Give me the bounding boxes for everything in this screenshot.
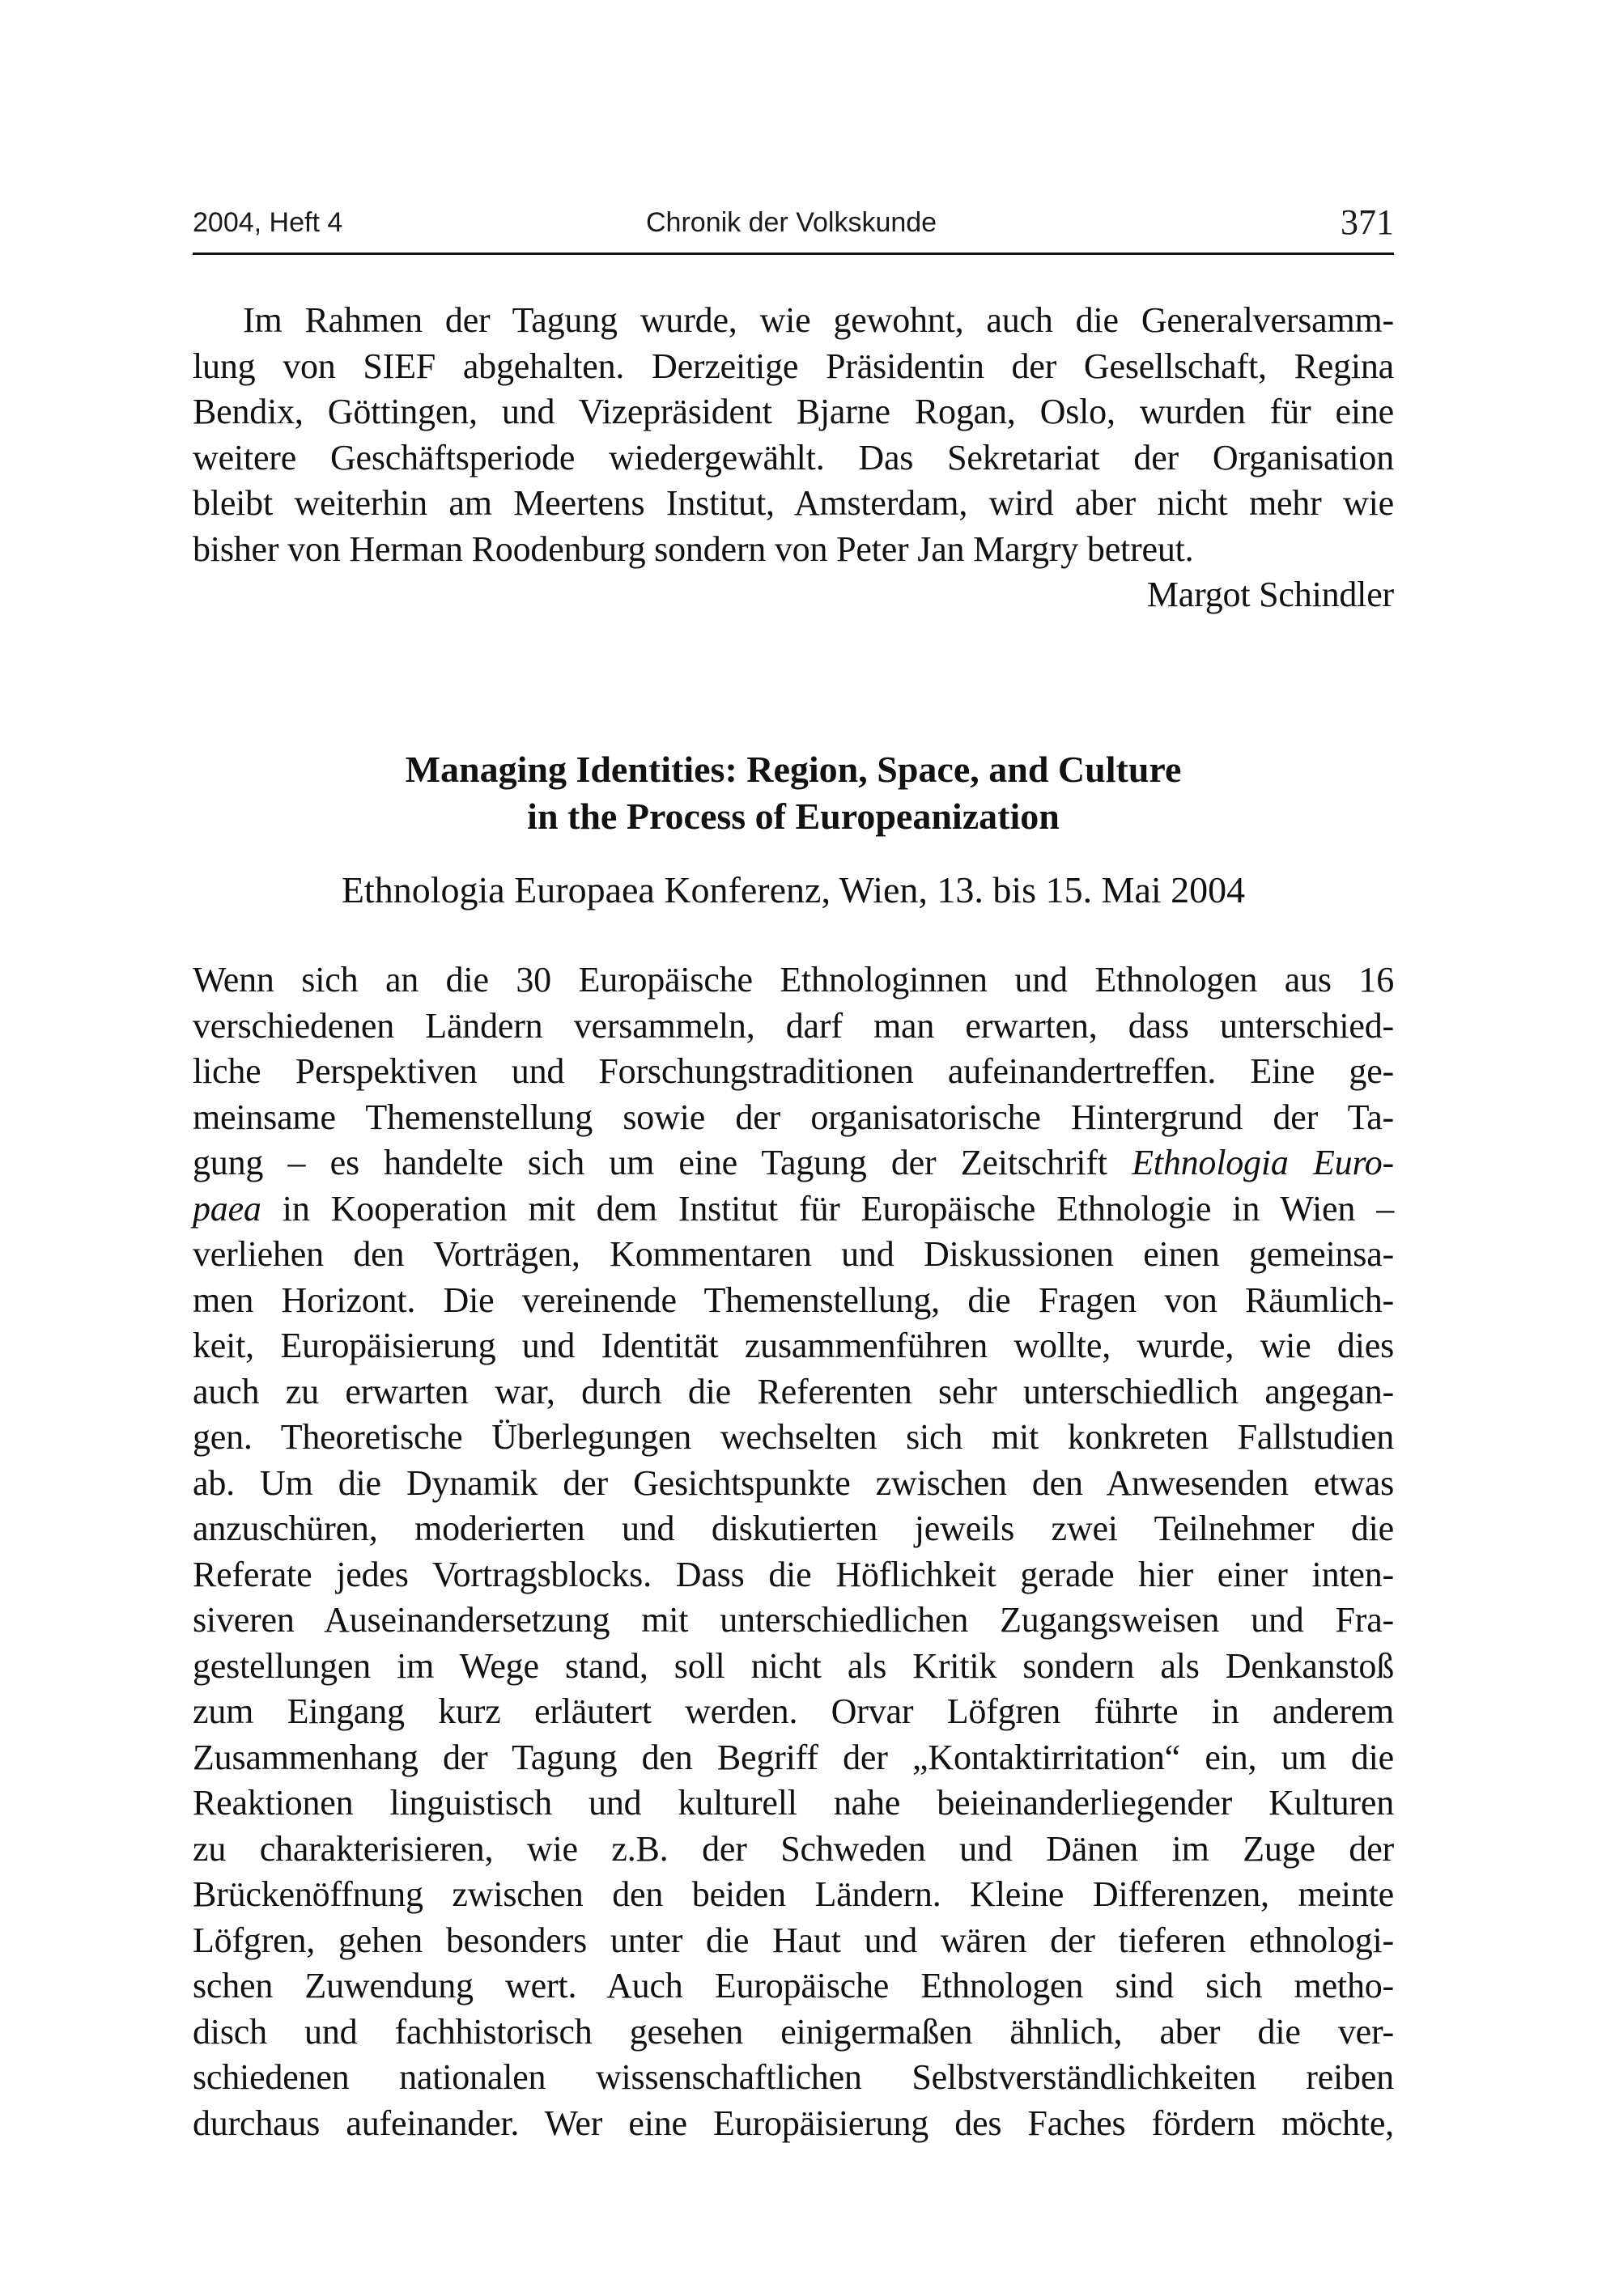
- line-text: in Kooperation mit dem Institut für Europäische Ethnologie in Wien –: [261, 1188, 1394, 1229]
- paragraph-line: Reaktionen linguistisch und kulturell nahe beieinanderliegender Kulturen: [193, 1783, 1394, 1823]
- paragraph-line: ab. Um die Dynamik der Gesichtspunkte zwischen den Anwesenden etwas: [193, 1462, 1394, 1503]
- paragraph-line: anzuschüren, moderierten und diskutierten jeweils zwei Teilnehmer die: [193, 1509, 1394, 1548]
- article-subtitle: Ethnologia Europaea Konferenz, Wien, 13. bis 15. Mai 2004: [341, 869, 1246, 910]
- paragraph-line: keit, Europäisierung und Identität zusammenführen wollte, wurde, wie dies: [193, 1326, 1394, 1365]
- paragraph-line: schen Zuwendung wert. Auch Europäische Ethnologen sind sich metho-: [193, 1966, 1394, 2005]
- running-header: [193, 202, 1394, 255]
- author-signature: Margot Schindler: [1146, 575, 1394, 614]
- paragraph-line: men Horizont. Die vereinende Themenstellung, die Fragen von Räumlich-: [193, 1280, 1394, 1320]
- paragraph-line: meinsame Themenstellung sowie der organisatorische Hintergrund der Ta-: [193, 1097, 1394, 1137]
- paragraph-line: [193, 1186, 1394, 1233]
- paragraph-line: schiedenen nationalen wissenschaftlichen Selbstverständlichkeiten reiben: [193, 2057, 1394, 2097]
- paragraph-line: gestellungen im Wege stand, soll nicht als Kritik sondern als Denkanstoß: [193, 1645, 1394, 1686]
- paragraph-line: liche Perspektiven und Forschungstraditionen aufeinandertreffen. Eine ge-: [193, 1051, 1394, 1091]
- title-line: in the Process of Europeanization: [527, 796, 1060, 837]
- paragraph-line: verschiedenen Ländern versammeln, darf man erwarten, dass unterschied-: [193, 1005, 1394, 1046]
- paragraph-line: Im Rahmen der Tagung wurde, wie gewohnt, auch die Generalversamm-: [243, 300, 1394, 340]
- page-number: 371: [1341, 202, 1394, 242]
- paragraph-line: Löfgren, gehen besonders unter die Haut und wären der tieferen ethnologi-: [193, 1920, 1394, 1960]
- paragraph-line: lung von SIEF abgehalten. Derzeitige Präsidentin der Gesellschaft, Regina: [193, 346, 1394, 386]
- header-rule: [193, 253, 1394, 255]
- paragraph-line: siveren Auseinandersetzung mit unterschiedlichen Zugangsweisen und Fra-: [193, 1600, 1394, 1640]
- paragraph-line: bisher von Herman Roodenburg sondern von Peter Jan Margry betreut.: [193, 528, 1194, 569]
- paragraph-line: Brückenöffnung zwischen den beiden Ländern. Kleine Differenzen, meinte: [193, 1874, 1394, 1914]
- issue-label: 2004, Heft 4: [193, 207, 343, 238]
- article-body: [193, 957, 1394, 2146]
- paragraph-line: zu charakterisieren, wie z.B. der Schweden und Dänen im Zuge der: [193, 1828, 1394, 1869]
- journal-name-italic: Ethnologia Euro-: [1132, 1143, 1395, 1182]
- paragraph-line: auch zu erwarten war, durch die Referenten sehr unterschiedlich angegan-: [193, 1371, 1394, 1411]
- paragraph-line: verliehen den Vorträgen, Kommentaren und Diskussionen einen gemeinsa-: [193, 1234, 1394, 1274]
- paragraph-line: Wenn sich an die 30 Europäische Ethnologinnen und Ethnologen aus 16: [193, 960, 1394, 999]
- paragraph-line: durchaus aufeinander. Wer eine Europäisierung des Faches fördern möchte,: [193, 2103, 1394, 2143]
- journal-name-italic: paea: [193, 1188, 261, 1229]
- paragraph-line: [193, 1140, 1394, 1186]
- paragraph-line: zum Eingang kurz erläutert werden. Orvar Löfgren führte in anderem: [193, 1691, 1394, 1731]
- title-line: Managing Identities: Region, Space, and Culture: [405, 749, 1182, 790]
- previous-report-ending: [193, 298, 1394, 618]
- paragraph-line: Zusammenhang der Tagung den Begriff der „Kontaktirritation“ ein, um die: [193, 1737, 1394, 1777]
- paragraph-line: gen. Theoretische Überlegungen wechselten sich mit konkreten Fallstudien: [193, 1417, 1394, 1457]
- article-title: [193, 746, 1394, 840]
- paragraph-line: Bendix, Göttingen, und Vizepräsident Bjarne Rogan, Oslo, wurden für eine: [193, 392, 1394, 431]
- paragraph-line: disch und fachhistorisch gesehen einigermaßen ähnlich, aber die ver-: [193, 2011, 1394, 2052]
- line-text: gung – es handelte sich um eine Tagung der Zeitschrift: [193, 1143, 1132, 1182]
- paragraph-line: weitere Geschäftsperiode wiedergewählt. Das Sekretariat der Organisation: [193, 437, 1394, 477]
- paragraph-line: bleibt weiterhin am Meertens Institut, Amsterdam, wird aber nicht mehr wie: [193, 483, 1394, 523]
- paragraph-line: Referate jedes Vortragsblocks. Dass die Höflichkeit gerade hier einer inten-: [193, 1554, 1394, 1594]
- journal-title: Chronik der Volkskunde: [646, 207, 937, 238]
